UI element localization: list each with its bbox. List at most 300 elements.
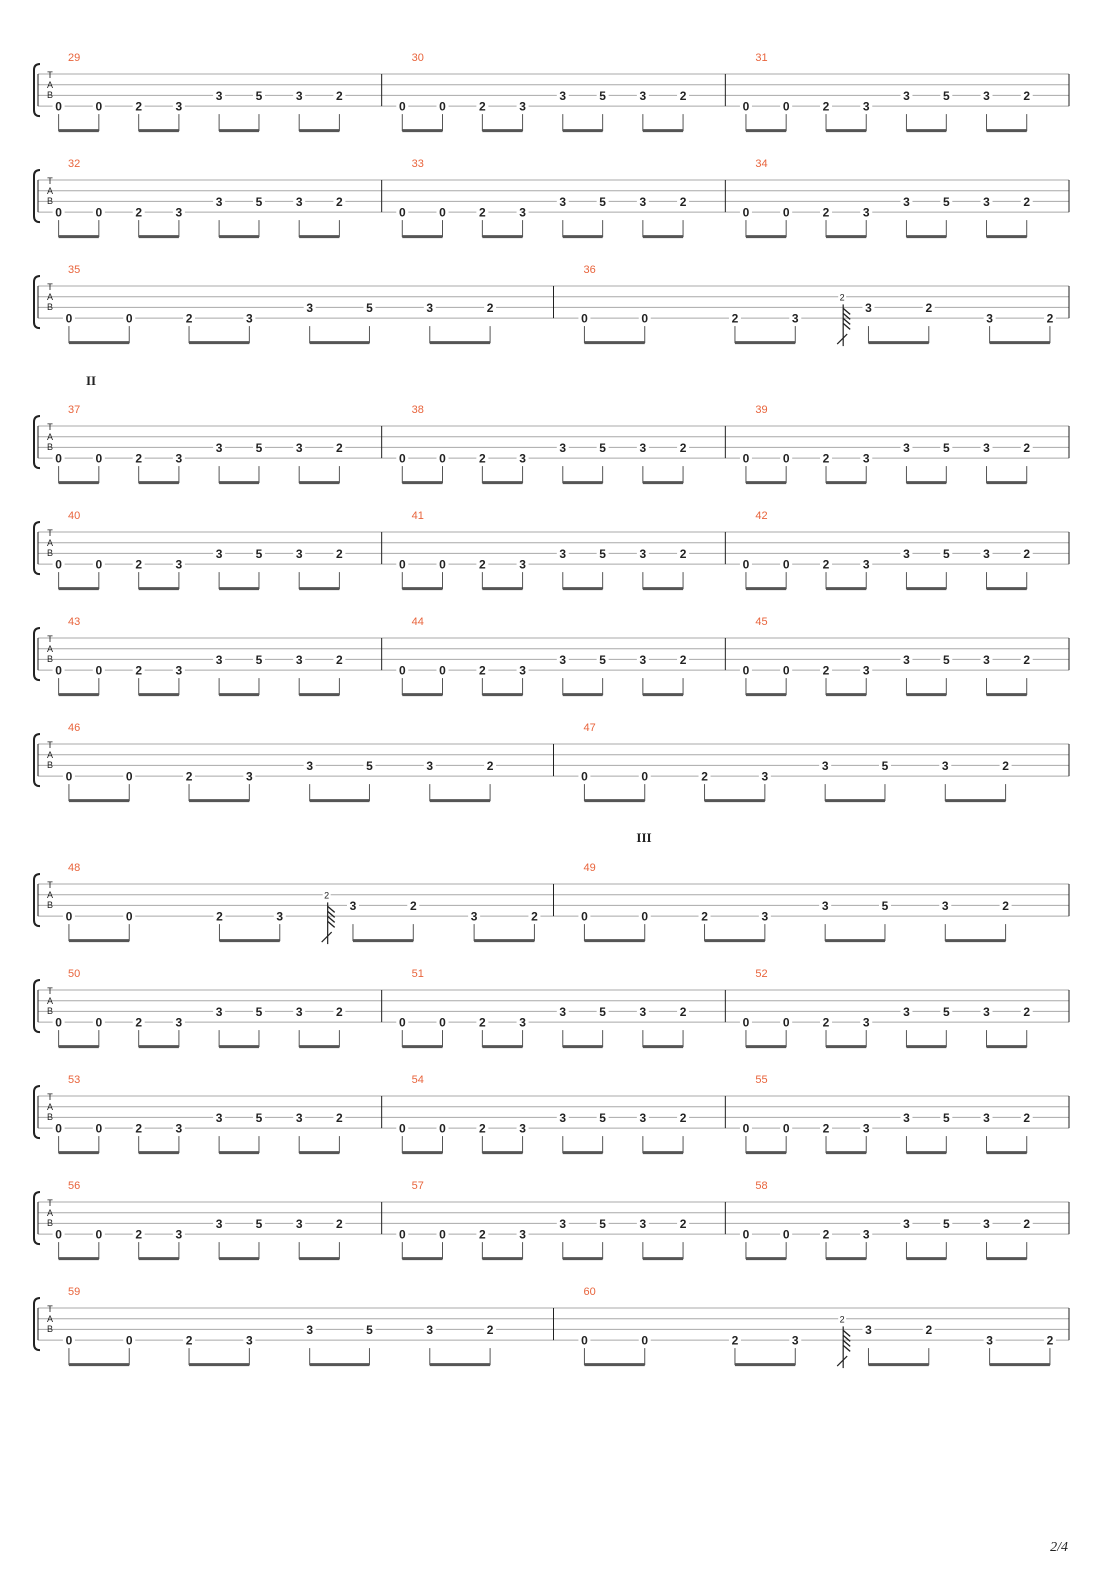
tab-clef-letter: B [46,442,54,452]
fret-number: 5 [599,88,606,103]
fret-number: 3 [903,1004,910,1019]
tab-clef-letter: A [46,996,54,1006]
fret-number: 3 [865,1322,872,1337]
fret-number: 2 [822,557,830,572]
fret-number: 3 [821,898,829,913]
tab-clef-letter: B [46,196,54,206]
fret-number: 0 [125,909,133,924]
fret-number: 5 [599,1110,606,1125]
fret-number: 2 [925,300,933,315]
measure-number: 38 [411,404,424,416]
fret-number: 0 [742,663,750,678]
fret-number: 0 [55,205,62,220]
fret-number: 2 [822,1015,830,1030]
fret-number: 5 [942,1110,950,1125]
system-bracket [34,1298,40,1350]
fret-number: 3 [862,205,870,220]
fret-number: 3 [175,663,183,678]
fret-number: 3 [295,1110,303,1125]
fret-number: 0 [742,99,750,114]
fret-number: 0 [398,451,406,466]
fret-number: 2 [135,1121,143,1136]
fret-number: 2 [1023,652,1031,667]
system-bracket [34,1192,40,1244]
fret-number: 2 [336,194,343,209]
tab-clef-letter: T [47,1198,53,1208]
fret-number: 3 [519,1121,526,1136]
fret-number: 3 [903,1216,910,1231]
fret-number: 2 [1002,898,1009,913]
fret-number: 3 [639,546,647,561]
fret-number: 2 [822,99,830,114]
tab-clef-letter: T [47,986,53,996]
fret-number: 3 [295,440,303,455]
fret-number: 3 [246,1333,253,1348]
fret-number: 0 [55,451,62,466]
measure-number: 51 [411,968,424,980]
fret-number: 3 [862,663,870,678]
fret-number: 2 [1046,1333,1054,1348]
fret-number: 0 [55,557,62,572]
fret-number: 2 [731,311,739,326]
fret-number: 2 [479,1227,486,1242]
system-bracket [34,522,40,574]
fret-number: 0 [439,205,446,220]
fret-number: 2 [679,546,687,561]
fret-number: 0 [439,663,446,678]
fret-number: 3 [519,205,526,220]
fret-number: 2 [135,557,143,572]
fret-number: 2 [185,1333,193,1348]
fret-number: 0 [398,557,406,572]
fret-number: 0 [398,99,406,114]
fret-number: 3 [761,909,769,924]
fret-number: 3 [175,205,183,220]
measure-number: 43 [68,616,81,628]
fret-number: 3 [983,652,990,667]
fret-number: 5 [255,1216,263,1231]
fret-number: 2 [336,1110,343,1125]
fret-number: 0 [55,1121,62,1136]
fret-number: 5 [255,88,263,103]
fret-number: 3 [639,652,647,667]
fret-number: 3 [215,652,223,667]
tab-clef-letter: A [46,292,54,302]
fret-number: 3 [215,440,223,455]
fret-number: 3 [175,99,183,114]
fret-number: 3 [519,1015,526,1030]
fret-number: 3 [559,194,567,209]
fret-number: 3 [276,909,284,924]
fret-number: 3 [986,1333,993,1348]
measure-number: 59 [68,1286,81,1298]
fret-number: 5 [599,652,606,667]
fret-number: 3 [983,546,990,561]
fret-number: 2 [486,300,494,315]
fret-number: 2 [679,1216,687,1231]
fret-number: 3 [349,898,357,913]
fret-number: 0 [95,557,103,572]
tab-clef-letter: T [47,740,53,750]
fret-number: 0 [398,1121,406,1136]
fret-number: 3 [862,1121,870,1136]
fret-number: 5 [942,1004,950,1019]
grace-slash [322,932,332,942]
fret-number: 2 [336,652,343,667]
fret-number: 3 [519,663,526,678]
fret-number: 5 [255,652,263,667]
system-bracket [34,734,40,786]
system-bracket [34,276,40,328]
fret-number: 3 [519,99,526,114]
page-number: 2/4 [1050,1540,1068,1555]
measure-number: 48 [68,862,81,874]
fret-number: 2 [336,1004,343,1019]
measure-number: 32 [68,158,81,170]
measure-number: 35 [68,264,81,276]
measure-number: 29 [68,52,81,64]
grace-fret-number: 2 [324,890,330,901]
fret-number: 3 [295,652,303,667]
measure-number: 33 [411,158,424,170]
fret-number: 0 [782,1227,790,1242]
fret-number: 2 [135,205,143,220]
fret-number: 0 [125,311,133,326]
fret-number: 5 [881,758,889,773]
measure-number: 56 [68,1180,81,1192]
system-bracket [34,980,40,1032]
fret-number: 3 [639,1110,647,1125]
tab-clef-letter: B [46,548,54,558]
measure-number: 39 [755,404,768,416]
fret-number: 3 [295,1004,303,1019]
fret-number: 5 [599,440,606,455]
fret-number: 0 [95,451,103,466]
fret-number: 3 [639,88,647,103]
fret-number: 0 [742,1121,750,1136]
fret-number: 2 [679,1110,687,1125]
tab-clef-letter: A [46,750,54,760]
fret-number: 0 [782,663,790,678]
tab-clef-letter: B [46,900,54,910]
fret-number: 0 [742,1227,750,1242]
fret-number: 2 [1002,758,1009,773]
fret-number: 5 [255,194,263,209]
fret-number: 2 [679,652,687,667]
fret-number: 0 [742,1015,750,1030]
fret-number: 0 [95,1227,103,1242]
fret-number: 0 [95,1015,103,1030]
fret-number: 0 [439,1227,446,1242]
fret-number: 2 [135,451,143,466]
fret-number: 3 [865,300,872,315]
fret-number: 3 [470,909,478,924]
fret-number: 0 [782,99,790,114]
fret-number: 3 [519,451,526,466]
measure-number: 52 [755,968,768,980]
fret-number: 0 [125,769,133,784]
fret-number: 3 [519,1227,526,1242]
fret-number: 0 [581,909,588,924]
fret-number: 3 [941,898,949,913]
fret-number: 3 [903,440,910,455]
fret-number: 3 [821,758,829,773]
fret-number: 2 [1023,194,1031,209]
fret-number: 2 [479,557,486,572]
fret-number: 3 [215,88,223,103]
fret-number: 2 [336,88,343,103]
tab-clef-letter: A [46,432,54,442]
fret-number: 0 [782,451,790,466]
fret-number: 2 [531,909,538,924]
fret-number: 2 [822,1227,830,1242]
fret-number: 2 [822,663,830,678]
measure-number: 46 [68,722,81,734]
fret-number: 2 [1023,546,1031,561]
measure-number: 53 [68,1074,81,1086]
fret-number: 3 [986,311,993,326]
fret-number: 2 [701,909,708,924]
fret-number: 0 [439,1121,446,1136]
tab-clef-letter: A [46,1102,54,1112]
grace-fret-number: 2 [839,292,845,303]
tab-clef-letter: A [46,644,54,654]
fret-number: 3 [246,769,253,784]
fret-number: 3 [215,194,223,209]
fret-number: 0 [641,311,649,326]
tab-clef-letter: T [47,1092,53,1102]
fret-number: 0 [439,99,446,114]
fret-number: 3 [306,300,314,315]
fret-number: 3 [559,1216,567,1231]
fret-number: 0 [95,99,103,114]
measure-number: 31 [755,52,768,64]
tab-clef-letter: T [47,282,53,292]
fret-number: 3 [639,1004,647,1019]
measure-number: 41 [411,510,424,522]
fret-number: 3 [791,311,799,326]
fret-number: 3 [862,99,870,114]
measure-number: 47 [583,722,596,734]
tab-clef-letter: T [47,1304,53,1314]
fret-number: 2 [135,663,143,678]
fret-number: 0 [125,1333,133,1348]
tab-clef-letter: T [47,176,53,186]
fret-number: 3 [761,769,769,784]
measure-number: 40 [68,510,81,522]
fret-number: 0 [95,663,103,678]
fret-number: 2 [479,451,486,466]
fret-number: 0 [439,1015,446,1030]
fret-number: 2 [479,205,486,220]
fret-number: 2 [679,194,687,209]
fret-number: 0 [65,769,73,784]
fret-number: 3 [791,1333,799,1348]
tab-clef-letter: B [46,1112,54,1122]
fret-number: 0 [398,1015,406,1030]
fret-number: 2 [479,1121,486,1136]
fret-number: 2 [1023,1110,1031,1125]
fret-number: 3 [983,194,990,209]
tab-clef-letter: A [46,1208,54,1218]
fret-number: 2 [216,909,223,924]
fret-number: 0 [55,99,62,114]
fret-number: 3 [519,557,526,572]
fret-number: 0 [398,1227,406,1242]
fret-number: 5 [599,546,606,561]
fret-number: 2 [479,663,486,678]
fret-number: 3 [175,451,183,466]
tab-clef-letter: A [46,80,54,90]
tab-clef-letter: T [47,880,53,890]
fret-number: 3 [559,1004,567,1019]
fret-number: 0 [65,1333,73,1348]
tab-clef-letter: A [46,538,54,548]
tab-clef-letter: B [46,1324,54,1334]
fret-number: 3 [639,1216,647,1231]
tab-clef-letter: B [46,760,54,770]
fret-number: 5 [366,758,373,773]
fret-number: 5 [942,1216,950,1231]
fret-number: 3 [295,546,303,561]
fret-number: 3 [215,1004,223,1019]
fret-number: 3 [246,311,253,326]
tab-clef-letter: T [47,70,53,80]
fret-number: 2 [486,1322,494,1337]
fret-number: 2 [731,1333,739,1348]
fret-number: 5 [942,440,950,455]
fret-number: 2 [479,99,486,114]
tab-clef-letter: A [46,890,54,900]
fret-number: 2 [1023,440,1031,455]
fret-number: 3 [306,1322,314,1337]
fret-number: 3 [215,546,223,561]
fret-number: 2 [925,1322,933,1337]
fret-number: 5 [599,194,606,209]
grace-flags [843,308,850,329]
fret-number: 3 [941,758,949,773]
fret-number: 0 [398,205,406,220]
grace-flags [328,906,335,927]
fret-number: 3 [559,546,567,561]
fret-number: 3 [559,1110,567,1125]
fret-number: 2 [679,1004,687,1019]
section-label: III [636,830,652,845]
fret-number: 3 [295,88,303,103]
fret-number: 0 [581,1333,588,1348]
tab-clef-letter: B [46,654,54,664]
fret-number: 2 [135,99,143,114]
fret-number: 0 [95,1121,103,1136]
fret-number: 2 [479,1015,486,1030]
fret-number: 3 [862,557,870,572]
fret-number: 0 [742,205,750,220]
fret-number: 2 [135,1227,143,1242]
fret-number: 3 [862,1015,870,1030]
system-bracket [34,416,40,468]
fret-number: 5 [255,1004,263,1019]
fret-number: 2 [701,769,708,784]
fret-number: 0 [782,557,790,572]
fret-number: 2 [679,440,687,455]
grace-slash [837,334,847,344]
fret-number: 3 [862,451,870,466]
fret-number: 2 [409,898,417,913]
measure-number: 34 [755,158,768,170]
fret-number: 2 [135,1015,143,1030]
fret-number: 3 [559,652,567,667]
fret-number: 5 [942,88,950,103]
fret-number: 5 [942,194,950,209]
fret-number: 0 [581,311,588,326]
fret-number: 0 [742,451,750,466]
fret-number: 5 [881,898,889,913]
section-label: II [85,373,97,388]
fret-number: 3 [215,1216,223,1231]
fret-number: 2 [1023,1216,1031,1231]
fret-number: 3 [215,1110,223,1125]
fret-number: 0 [641,769,649,784]
fret-number: 2 [185,311,193,326]
fret-number: 0 [55,1227,62,1242]
fret-number: 2 [336,546,343,561]
fret-number: 2 [822,451,830,466]
fret-number: 3 [983,1004,990,1019]
fret-number: 5 [255,546,263,561]
fret-number: 5 [942,652,950,667]
fret-number: 3 [175,1121,183,1136]
fret-number: 3 [295,194,303,209]
measure-number: 60 [583,1286,596,1298]
fret-number: 2 [185,769,193,784]
fret-number: 3 [862,1227,870,1242]
fret-number: 2 [336,1216,343,1231]
fret-number: 2 [486,758,494,773]
fret-number: 2 [822,205,830,220]
system-bracket [34,170,40,222]
fret-number: 3 [426,300,434,315]
fret-number: 3 [175,557,183,572]
system-bracket [34,64,40,116]
fret-number: 3 [426,758,434,773]
fret-number: 0 [742,557,750,572]
fret-number: 0 [439,451,446,466]
measure-number: 42 [755,510,768,522]
fret-number: 0 [581,769,588,784]
measure-number: 44 [411,616,424,628]
grace-slash [837,1356,847,1366]
fret-number: 2 [1046,311,1054,326]
tab-clef-letter: B [46,1218,54,1228]
fret-number: 0 [55,663,62,678]
fret-number: 3 [903,546,910,561]
measure-number: 37 [68,404,81,416]
measure-number: 55 [755,1074,768,1086]
fret-number: 5 [366,1322,373,1337]
measure-number: 50 [68,968,81,980]
tab-clef-letter: B [46,1006,54,1016]
fret-number: 3 [559,440,567,455]
fret-number: 3 [903,194,910,209]
fret-number: 3 [426,1322,434,1337]
fret-number: 0 [641,909,649,924]
fret-number: 3 [295,1216,303,1231]
fret-number: 0 [439,557,446,572]
fret-number: 5 [255,440,263,455]
fret-number: 0 [65,311,73,326]
measure-number: 30 [411,52,424,64]
grace-flags [843,1330,850,1351]
